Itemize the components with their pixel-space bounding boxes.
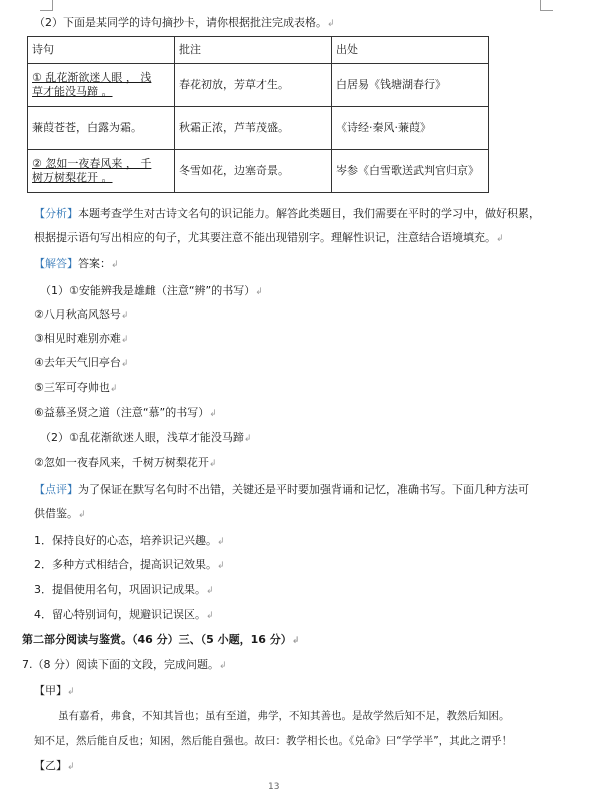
poem-card-table: [27, 36, 489, 193]
note-cell: 秋霜正浓，芦苇茂盛。: [175, 107, 332, 150]
page-number: 13: [268, 782, 280, 792]
question-7: 7.（8 分）阅读下面的文段，完成问题。↲: [22, 658, 227, 671]
comment-tag: 【点评】: [34, 483, 78, 496]
answer-item: （2）①乱花渐欲迷人眼，浅草才能没马蹄↲: [40, 431, 252, 444]
header-poem: 诗句: [28, 37, 175, 64]
poem-line-a: ① 乱花渐欲迷人眼 ， 浅: [32, 71, 152, 84]
source-cell: 《诗经·秦风·蒹葭》: [332, 107, 489, 150]
analysis-line-2: 根据提示语句写出相应的句子，尤其要注意不能出现错别字。理解性识记，注意结合语境填充。↲: [34, 231, 504, 244]
table-row: [28, 107, 489, 150]
header-note: 批注: [175, 37, 332, 64]
answer-item: ②忽如一夜春风来，千树万树梨花开↲: [34, 456, 217, 469]
jia-line-2: 知不足，然后能自反也；知困，然后能自强也。故曰：教学相长也。《兑命》曰“学学半”，其此之谓乎！: [34, 735, 513, 747]
answer-item: ②八月秋高风怒号↲: [34, 308, 129, 321]
tip-item: 3．提倡使用名句，巩固识记成果。↲: [34, 583, 214, 596]
answer-tag: 【解答】: [34, 257, 78, 270]
answer-item: ③相见时难别亦难↲: [34, 332, 129, 345]
source-cell: 岑参《白雪歌送武判官归京》: [332, 150, 489, 193]
poem-cell: [28, 150, 175, 193]
tip-item: 4．留心特别词句，规避识记误区。↲: [34, 608, 214, 621]
q2-intro: （2）下面是某同学的诗句摘抄卡，请你根据批注完成表格。↲: [34, 16, 335, 29]
jia-line-1: 虽有嘉肴，弗食，不知其旨也；虽有至道，弗学，不知其善也。是故学然后知不足，教然后知困。: [58, 710, 510, 722]
table-row: [28, 150, 489, 193]
poem-line-b: 草才能没马蹄 。: [32, 85, 113, 98]
poem-line-a: ② 忽如一夜春风来 ， 千: [32, 157, 152, 170]
section-heading: 第二部分阅读与鉴赏。（46 分）三、（5 小题，16 分）↲: [22, 633, 300, 646]
tip-item: 2．多种方式相结合，提高识记效果。↲: [34, 558, 225, 571]
source-cell: 白居易《钱塘湖春行》: [332, 64, 489, 107]
comment-line-1: 【点评】为了保证在默写名句时不出错，关键还是平时要加强背诵和记忆，准确书写。下面几种方法可: [34, 483, 529, 496]
crop-mark-top-left: [40, 0, 53, 11]
table-row: [28, 64, 489, 107]
note-cell: 春花初放，芳草才生。: [175, 64, 332, 107]
answer-item: （1）①安能辨我是雄雌（注意“辨”的书写）↲: [40, 284, 263, 297]
answer-item: ④去年天气旧亭台↲: [34, 356, 129, 369]
answer-item: ⑤三军可夺帅也↲: [34, 381, 118, 394]
analysis-tag: 【分析】: [34, 207, 78, 220]
analysis-line-1: 【分析】本题考查学生对古诗文名句的识记能力。解答此类题目，我们需要在平时的学习中，做好积累，: [34, 207, 540, 220]
answer-heading: 【解答】答案：↲: [34, 257, 119, 270]
answer-item: ⑥益慕圣贤之道（注意“慕”的书写）↲: [34, 406, 217, 419]
poem-cell: 蒹葭苍苍，白露为霜。: [28, 107, 175, 150]
note-cell: 冬雪如花，边塞奇景。: [175, 150, 332, 193]
comment-line-2: 供借鉴。↲: [34, 507, 86, 520]
tip-item: 1．保持良好的心态，培养识记兴趣。↲: [34, 534, 225, 547]
poem-line-b: 树万树梨花开 。: [32, 171, 113, 184]
jia-heading: 【甲】↲: [34, 684, 75, 697]
poem-cell: [28, 64, 175, 107]
table-header-row: [28, 37, 489, 64]
header-source: 出处: [332, 37, 489, 64]
crop-mark-top-right: [540, 0, 553, 11]
yi-heading: 【乙】↲: [34, 759, 75, 772]
